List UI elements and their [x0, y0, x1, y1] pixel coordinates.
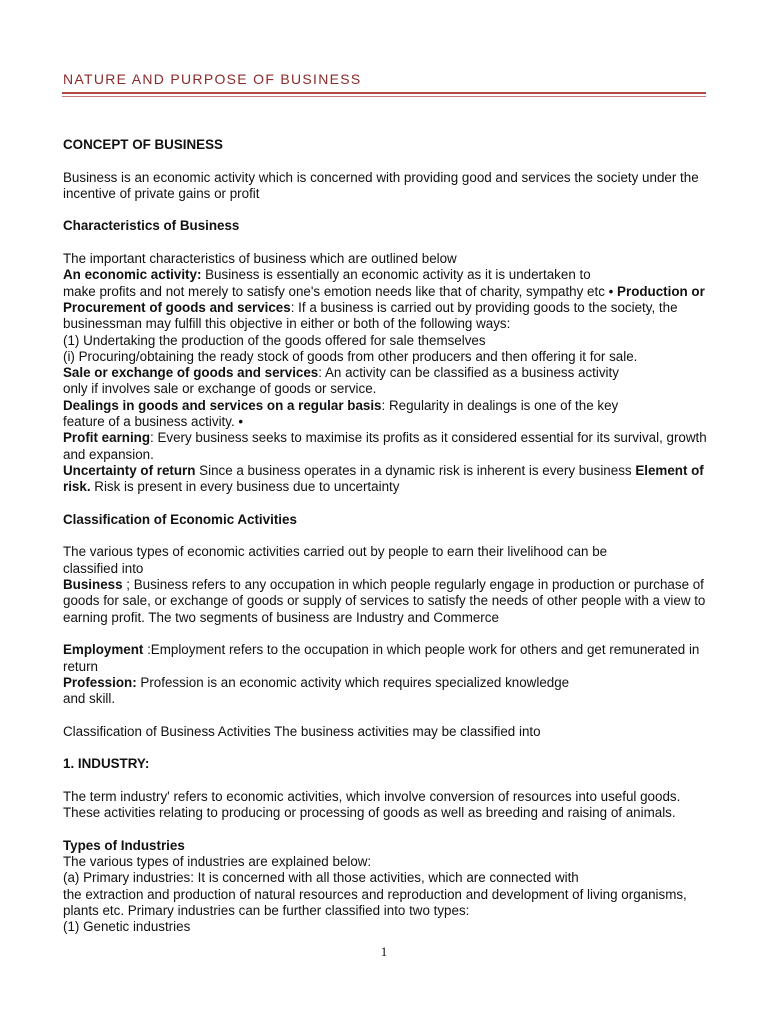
primary-industries-paragraph: the extraction and production of natural resources and reproduction and development of living organisms, plants etc. Primary industries can be further classified into two types: — [63, 886, 687, 918]
risk-text: Risk is present in every business due to uncertainty — [90, 479, 400, 495]
classification-heading: Classification of Economic Activities — [63, 511, 297, 527]
profit-label: Profit earning — [63, 430, 151, 446]
types-intro: The various types of industries are explained below: — [63, 854, 372, 870]
sale-text-2: only if involves sale or exchange of goods or service. — [63, 381, 377, 397]
characteristics-intro: The important characteristics of business which are outlined below — [63, 251, 457, 267]
types-of-industries-heading: Types of Industries — [63, 837, 185, 853]
primary-industries-line: (a) Primary industries: It is concerned with all those activities, which are connected with — [63, 870, 579, 886]
concept-paragraph: Business is an economic activity which is concerned with providing good and services the society under the incentive of private gains or profit — [63, 169, 699, 201]
business-label: Business — [63, 577, 123, 593]
profit-text: : Every business seeks to maximise its profits as it considered essential for its survival, growth and expansion. — [63, 430, 707, 462]
uncertainty-text: Since a business operates in a dynamic risk is inherent is every business — [195, 462, 636, 478]
dealings-label: Dealings in goods and services on a regular basis — [63, 397, 382, 413]
industry-heading: 1. INDUSTRY: — [63, 756, 150, 772]
production-paragraph — [63, 284, 708, 333]
production-way-2: (i) Procuring/obtaining the ready stock of goods from other producers and then offering it for sale. — [63, 348, 638, 364]
production-label: Production or Procurement of goods and services — [63, 283, 705, 315]
business-paragraph — [63, 577, 708, 626]
employment-paragraph — [63, 642, 708, 675]
profession-text: Profession is an economic activity which requires specialized knowledge — [136, 674, 570, 690]
profession-text-2: and skill. — [63, 691, 116, 707]
profession-line — [63, 675, 708, 691]
genetic-industries-line: (1) Genetic industries — [63, 919, 191, 935]
uncertainty-paragraph — [63, 463, 708, 496]
document-body — [63, 137, 708, 936]
header-rule-thin — [62, 96, 706, 97]
profession-label: Profession: — [63, 674, 137, 690]
sale-text: : An activity can be classified as a business activity — [318, 365, 619, 381]
employment-text: :Employment refers to the occupation in which people work for others and get remunerated in return — [63, 642, 700, 674]
economic-activity-text: Business is essentially an economic activity as it is undertaken to — [201, 267, 591, 283]
dealings-text: : Regularity in dealings is one of the key — [381, 397, 619, 413]
economic-activity-line — [63, 267, 708, 283]
uncertainty-label: Uncertainty of return — [63, 462, 196, 478]
characteristics-heading: Characteristics of Business — [63, 218, 240, 234]
employment-label: Employment — [63, 642, 144, 658]
dealings-text-2: feature of a business activity. • — [63, 414, 244, 430]
business-activities-line: Classification of Business Activities The business activities may be classified into — [63, 723, 541, 739]
classification-intro-2: classified into — [63, 560, 144, 576]
industry-paragraph: The term industry' refers to economic activities, which involve conversion of resources into useful goods. These activities relating to producing or processing of goods as well as breeding and raising of animals. — [63, 788, 681, 821]
risk-label: Element of risk. — [63, 462, 704, 495]
production-way-1: (1) Undertaking the production of the goods offered for sale themselves — [63, 332, 486, 348]
profit-paragraph — [63, 430, 708, 463]
page-number: 1 — [380, 944, 388, 959]
header-rule-thick — [62, 92, 706, 94]
concept-heading: CONCEPT OF BUSINESS — [63, 137, 223, 152]
business-text: ; Business refers to any occupation in which people regularly engage in production or purchase of goods for sale, or exchange of goods or supply of services to satisfy the needs of other people with a view to earning profit. The two segments of business are Industry and Commerce — [63, 577, 706, 625]
sale-line — [63, 365, 708, 381]
dealings-line — [63, 398, 708, 414]
document-header: NATURE AND PURPOSE OF BUSINESS — [63, 71, 362, 87]
economic-activity-label: An economic activity: — [63, 267, 202, 283]
classification-intro-1: The various types of economic activities carried out by people to earn their livelihood can be — [63, 544, 608, 560]
production-text: : If a business is carried out by providing goods to the society, the businessman may fulfill this objective in either or both of the following ways: — [63, 299, 678, 332]
sale-label: Sale or exchange of goods and services — [63, 365, 319, 381]
economic-activity-text-2: make profits and not merely to satisfy one's emotion needs like that of charity, sympathy etc • — [63, 283, 618, 299]
